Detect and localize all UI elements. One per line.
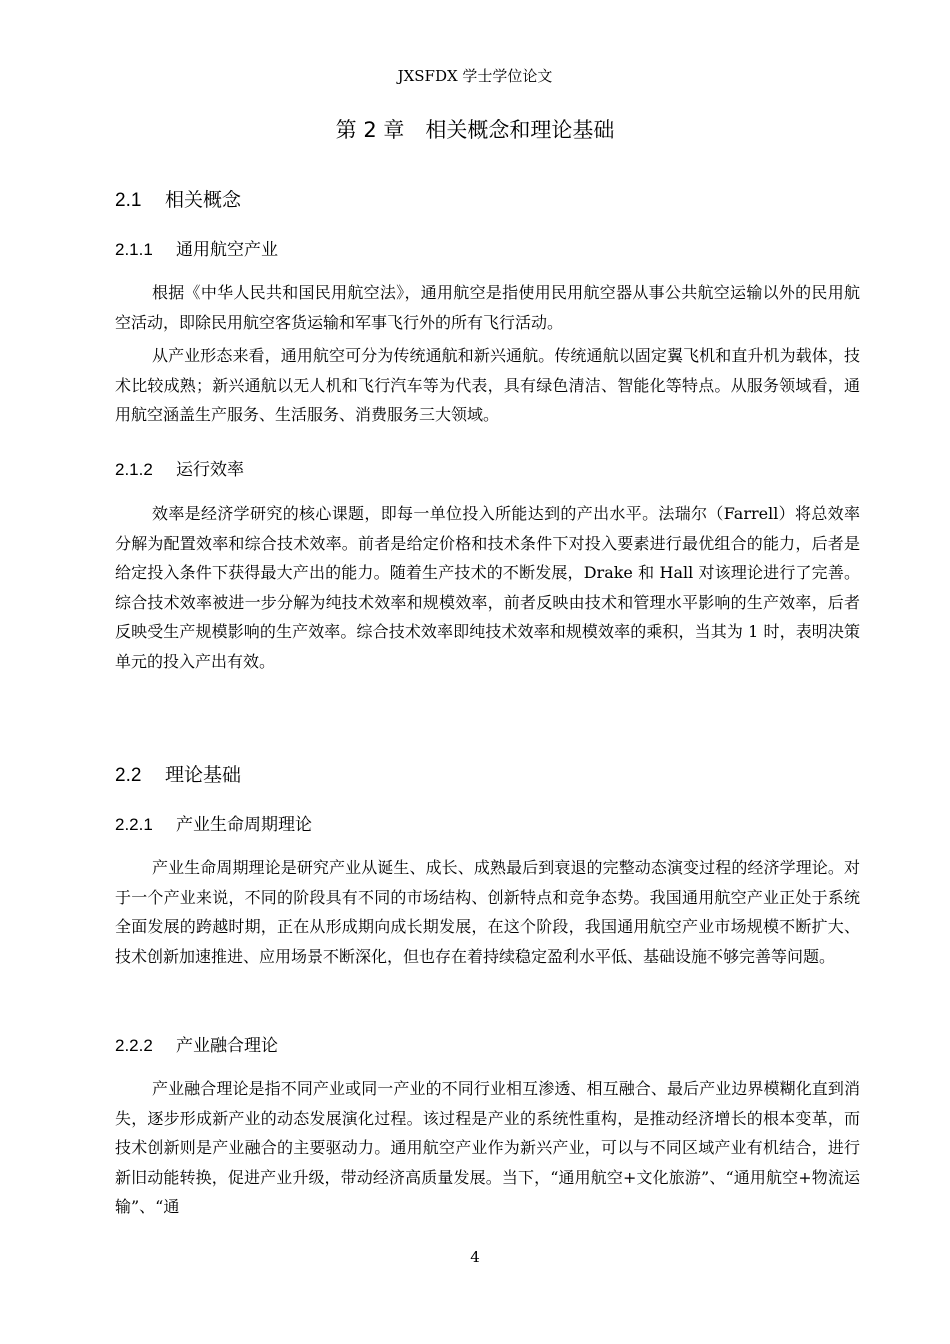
paragraph: 产业生命周期理论是研究产业从诞生、成长、成熟最后到衰退的完整动态演变过程的经济学理论。对于一个产业来说，不同的阶段具有不同的市场结构、创新特点和竞争态势。我国通用航空产业正处于系统全面发展的跨越时期，正在从形成期向成长期发展，在这个阶段，我国通用航空产业市场规模不断扩大、技术创新加速推进、应用场景不断深化，但也存在着持续稳定盈利水平低、基础设施不够完善等问题。 [115,858,860,966]
subsection-title: 通用航空产业 [176,240,278,260]
section-title: 相关概念 [165,189,242,211]
chapter-title: 第 2 章 相关概念和理论基础 [335,118,615,142]
subsection-title: 运行效率 [176,460,244,480]
subsection-heading-2-1-1 [115,236,278,264]
subsection-heading-2-1-2 [115,456,244,484]
paragraph: 效率是经济学研究的核心课题，即每一单位投入所能达到的产出水平。法瑞尔（Farrell）将总效率分解为配置效率和综合技术效率。前者是给定价格和技术条件下对投入要素进行最优组合的能力，后者是给定投入条件下获得最大产出的能力。随着生产技术的不断发展，Drake 和 Hall 对该理论进行了完善。综合技术效率被进一步分解为纯技术效率和规模效率，前者反映由技术和管理水平影响的生产效率，后者反映受生产规模影响的生产效率。综合技术效率即纯技术效率和规模效率的乘积，当其为 1 时，表明决策单元的投入产出有效。 [115,504,860,671]
subsection-number: 2.2.2 [115,1036,153,1055]
page-number: 4 [470,1248,480,1266]
subsection-title: 产业融合理论 [176,1036,278,1056]
running-header: JXSFDX 学士学位论文 [397,67,553,85]
paragraph: 产业融合理论是指不同产业或同一产业的不同行业相互渗透、相互融合、最后产业边界模糊化直到消失，逐步形成新产业的动态发展演化过程。该过程是产业的系统性重构，是推动经济增长的根本变革，而技术创新则是产业融合的主要驱动力。通用航空产业作为新兴产业，可以与不同区域产业有机结合，进行新旧动能转换，促进产业升级，带动经济高质量发展。当下，“通用航空+文化旅游”、“通用航空+物流运输”、“通 [115,1079,860,1216]
subsection-heading-2-2-1 [115,811,312,839]
paragraph: 根据《中华人民共和国民用航空法》，通用航空是指使用民用航空器从事公共航空运输以外的民用航空活动，即除民用航空客货运输和军事飞行外的所有飞行活动。 [115,283,860,332]
paragraph: 从产业形态来看，通用航空可分为传统通航和新兴通航。传统通航以固定翼飞机和直升机为载体，技术比较成熟；新兴通航以无人机和飞行汽车等为代表，具有绿色清洁、智能化等特点。从服务领域看，通用航空涵盖生产服务、生活服务、消费服务三大领域。 [115,346,860,424]
section-heading-2-1 [115,185,241,216]
section-number: 2.2 [115,765,142,786]
subsection-number: 2.1.2 [115,460,153,479]
subsection-title: 产业生命周期理论 [176,815,312,835]
section-title: 理论基础 [165,764,242,786]
section-heading-2-2 [115,760,241,791]
subsection-heading-2-2-2 [115,1032,278,1060]
subsection-number: 2.1.1 [115,240,153,259]
section-number: 2.1 [115,190,142,211]
subsection-number: 2.2.1 [115,815,153,834]
